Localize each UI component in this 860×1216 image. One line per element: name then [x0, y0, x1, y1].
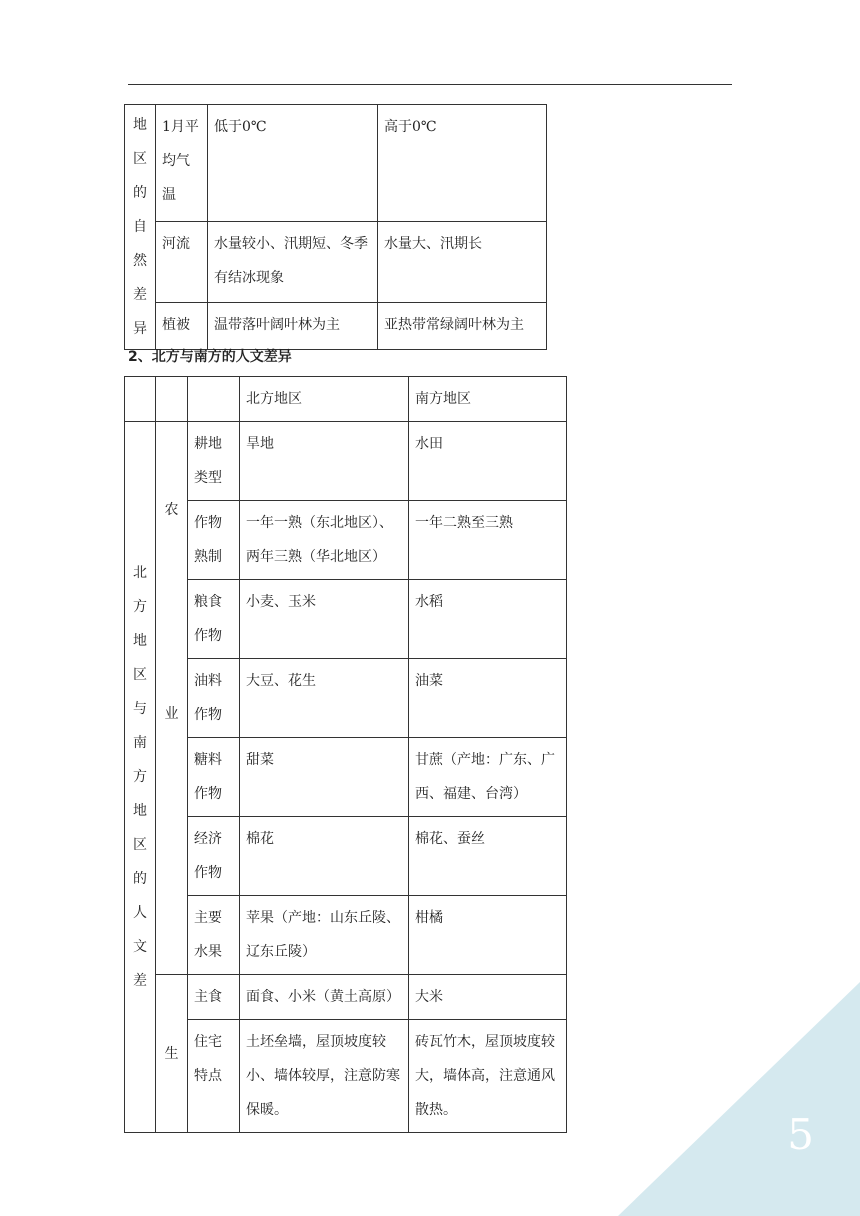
- south-cell: 水量大、汛期长: [378, 221, 547, 303]
- north-cell: 旱地: [240, 422, 409, 501]
- north-cell: 土坯垒墙，屋顶坡度较小、墙体较厚，注意防寒保暖。: [240, 1020, 409, 1133]
- natural-differences-table: [124, 104, 547, 350]
- north-cell: 大豆、花生: [240, 659, 409, 738]
- table-row: [125, 422, 567, 501]
- attribute-cell: 住宅特点: [188, 1020, 240, 1133]
- group-label-cell: 地 区 的 自 然 差 异: [125, 105, 156, 350]
- attribute-cell: 1月平均气温: [156, 105, 208, 222]
- empty-header-cell: [125, 377, 156, 422]
- north-cell: 棉花: [240, 817, 409, 896]
- table-row: [125, 896, 567, 975]
- attribute-cell: 主要水果: [188, 896, 240, 975]
- table-row: [125, 1020, 567, 1133]
- page-number: 5: [787, 1110, 814, 1159]
- north-cell: 苹果（产地：山东丘陵、辽东丘陵）: [240, 896, 409, 975]
- south-cell: 一年二熟至三熟: [409, 501, 567, 580]
- empty-header-cell: [156, 377, 188, 422]
- attribute-cell: 糖料作物: [188, 738, 240, 817]
- south-cell: 油菜: [409, 659, 567, 738]
- south-cell: 亚热带常绿阔叶林为主: [378, 303, 547, 350]
- table-row: [125, 975, 567, 1020]
- table-header-row: [125, 377, 567, 422]
- north-cell: 小麦、玉米: [240, 580, 409, 659]
- south-cell: 甘蔗（产地：广东、广西、福建、台湾）: [409, 738, 567, 817]
- south-cell: 棉花、蚕丝: [409, 817, 567, 896]
- south-cell: 水稻: [409, 580, 567, 659]
- table-row: [125, 817, 567, 896]
- table-row: [125, 659, 567, 738]
- category-life-cell: 生: [156, 975, 188, 1133]
- north-cell: 温带落叶阔叶林为主: [208, 303, 378, 350]
- attribute-cell: 耕地类型: [188, 422, 240, 501]
- attribute-cell: 经济作物: [188, 817, 240, 896]
- north-cell: 面食、小米（黄土高原）: [240, 975, 409, 1020]
- south-cell: 高于0℃: [378, 105, 547, 222]
- attribute-cell: 植被: [156, 303, 208, 350]
- table-row: [125, 738, 567, 817]
- attribute-cell: 粮食作物: [188, 580, 240, 659]
- table-row: [125, 580, 567, 659]
- attribute-cell: 油料作物: [188, 659, 240, 738]
- north-cell: 低于0℃: [208, 105, 378, 222]
- header-north: 北方地区: [240, 377, 409, 422]
- attribute-cell: 主食: [188, 975, 240, 1020]
- attribute-cell: 作物熟制: [188, 501, 240, 580]
- table-row: [125, 303, 547, 350]
- header-rule: [128, 84, 732, 85]
- table-row: [125, 501, 567, 580]
- north-cell: 一年一熟（东北地区）、两年三熟（华北地区）: [240, 501, 409, 580]
- south-cell: 柑橘: [409, 896, 567, 975]
- corner-decoration: [618, 982, 860, 1216]
- north-cell: 甜菜: [240, 738, 409, 817]
- south-cell: 水田: [409, 422, 567, 501]
- cultural-differences-table: [124, 376, 567, 1133]
- table-row: [125, 105, 547, 222]
- attribute-cell: 河流: [156, 221, 208, 303]
- header-south: 南方地区: [409, 377, 567, 422]
- empty-header-cell: [188, 377, 240, 422]
- table-row: [125, 221, 547, 303]
- category-agriculture-cell: 农 业: [156, 422, 188, 975]
- group-label-cell: 北 方 地 区 与 南 方 地 区 的 人 文 差: [125, 422, 156, 1133]
- south-cell: 大米: [409, 975, 567, 1020]
- section-title: 2、北方与南方的人文差异: [128, 349, 292, 365]
- north-cell: 水量较小、汛期短、冬季有结冰现象: [208, 221, 378, 303]
- south-cell: 砖瓦竹木，屋顶坡度较大，墙体高，注意通风散热。: [409, 1020, 567, 1133]
